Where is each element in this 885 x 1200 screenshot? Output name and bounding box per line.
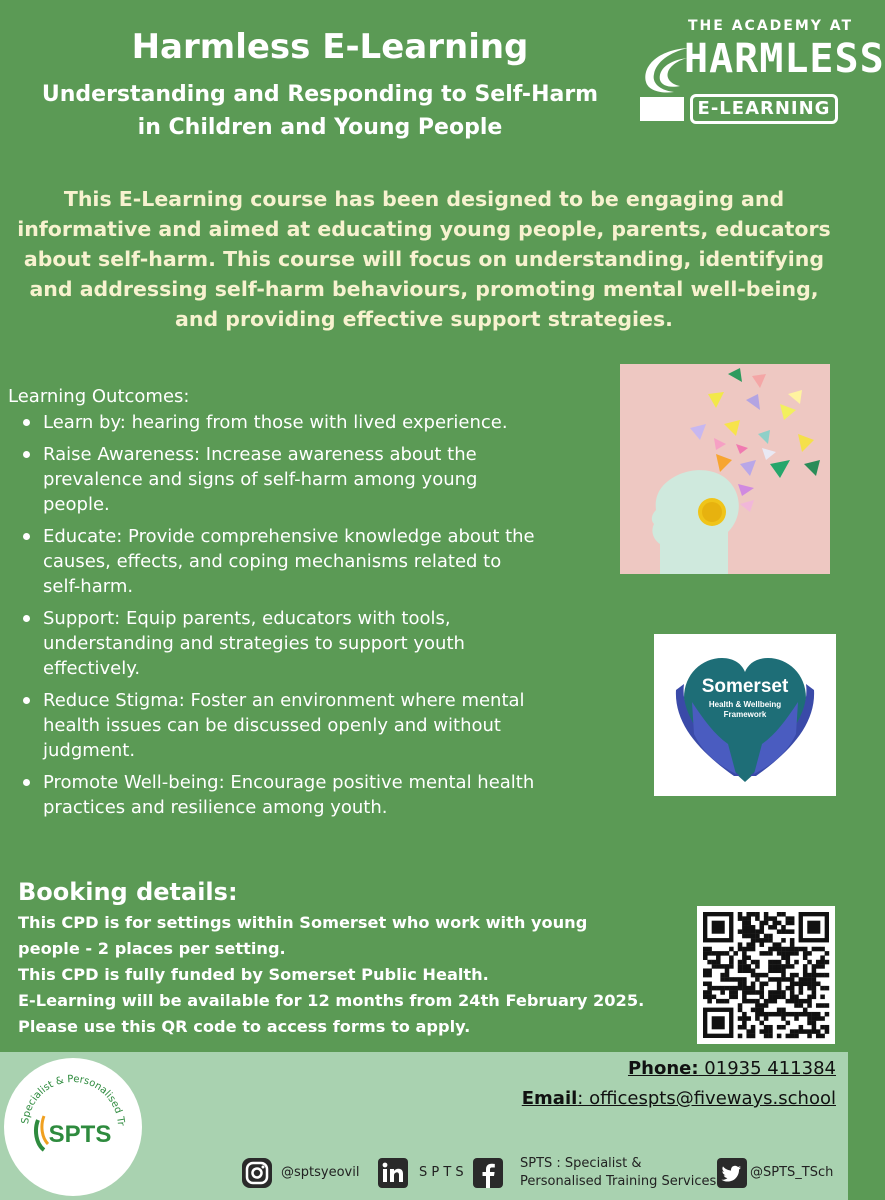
outcome-line: health issues can be discussed openly and without (43, 715, 501, 736)
phone-value[interactable]: 01935 411384 (698, 1058, 836, 1079)
spts-mark-text: SPTS (48, 1121, 112, 1148)
facebook-icon[interactable] (472, 1157, 504, 1189)
outcomes-list (20, 410, 610, 827)
intro-line: informative and aimed at educating young people, parents, educators (17, 217, 831, 241)
outcome-line: understanding and strategies to support youth (43, 633, 465, 654)
course-intro (0, 184, 848, 334)
subtitle-line-2: in Children and Young People (137, 115, 503, 140)
outcome-line: self-harm. (43, 576, 134, 597)
outcome-item (20, 606, 610, 681)
social-linkedin[interactable] (377, 1155, 477, 1191)
subtitle-line-1: Understanding and Responding to Self-Harm (41, 82, 599, 107)
page-title: Harmless E-Learning (131, 27, 529, 67)
spts-ring-text: Specialist & Personalised Tr (20, 1073, 127, 1127)
instagram-icon[interactable] (241, 1157, 273, 1189)
logo-academy-text: THE ACADEMY AT (688, 18, 854, 34)
outcome-line: Educate: Provide comprehensive knowledge about the (43, 526, 535, 547)
booking-line: Please use this QR code to access forms to apply. (18, 1017, 471, 1036)
outcome-line: causes, effects, and coping mechanisms related to (43, 551, 502, 572)
social-twitter[interactable] (716, 1155, 846, 1191)
somerset-line-1: Health & Wellbeing (708, 700, 782, 709)
twitter-icon[interactable] (716, 1157, 748, 1189)
facebook-line-1[interactable]: SPTS : Specialist & (520, 1156, 642, 1171)
outcome-line: practices and resilience among youth. (43, 797, 388, 818)
logo-brand-text: HARMLESS (684, 36, 885, 82)
somerset-name: Somerset (701, 676, 789, 697)
somerset-framework-logo (654, 634, 836, 796)
outcome-item (20, 688, 610, 763)
outcome-line: Support: Equip parents, educators with tools, (43, 608, 451, 629)
booking-line: This CPD is for settings within Somerset who work with young (18, 913, 588, 932)
social-facebook[interactable] (472, 1153, 717, 1193)
booking-heading: Booking details: (18, 878, 238, 906)
email-value[interactable]: : officespts@fiveways.school (577, 1088, 836, 1109)
social-instagram[interactable] (241, 1155, 381, 1191)
outcome-item (20, 410, 610, 435)
email-label: Email (521, 1088, 578, 1109)
outcome-line: people. (43, 494, 110, 515)
booking-details (18, 910, 698, 1040)
outcome-line: Reduce Stigma: Foster an environment where mental (43, 690, 525, 711)
head-illustration (620, 364, 830, 574)
phone-label: Phone: (627, 1058, 699, 1079)
outcome-line: Raise Awareness: Increase awareness about the (43, 444, 477, 465)
outcome-line: Learn by: hearing from those with lived experience. (43, 412, 508, 433)
somerset-heart-hands-icon (654, 634, 836, 796)
outcome-item (20, 770, 610, 820)
outcomes-heading: Learning Outcomes: (8, 386, 190, 407)
spts-logo (4, 1058, 142, 1196)
outcome-line: judgment. (43, 740, 136, 761)
qr-code[interactable] (697, 906, 835, 1044)
intro-line: and addressing self-harm behaviours, promoting mental well-being, (29, 277, 819, 301)
twitter-handle[interactable]: @SPTS_TSch (750, 1165, 834, 1180)
spts-logo-mark (4, 1058, 142, 1196)
intro-line: about self-harm. This course will focus on understanding, identifying (23, 247, 825, 271)
booking-line: This CPD is fully funded by Somerset Public Health. (18, 965, 489, 984)
logo-bar (640, 97, 684, 121)
page-subtitle (10, 78, 630, 144)
linkedin-handle[interactable]: S P T S (419, 1165, 464, 1180)
intro-line: This E-Learning course has been designed to be engaging and (63, 187, 785, 211)
booking-line: E-Learning will be available for 12 months from 24th February 2025. (18, 991, 645, 1010)
contact-email[interactable] (522, 1086, 836, 1112)
facebook-line-2[interactable]: Personalised Training Services (520, 1174, 717, 1189)
qr-code-icon[interactable] (697, 906, 835, 1044)
contact-phone[interactable] (628, 1056, 836, 1082)
somerset-line-2: Framework (723, 710, 767, 719)
intro-line: and providing effective support strategies. (175, 307, 673, 331)
outcome-line: effectively. (43, 658, 141, 679)
linkedin-icon[interactable] (377, 1157, 409, 1189)
outcome-item (20, 524, 610, 599)
harmless-academy-logo (640, 14, 885, 126)
outcome-line: prevalence and signs of self-harm among young (43, 469, 478, 490)
head-with-confetti-image (620, 364, 830, 574)
instagram-handle[interactable]: @sptsyeovil (281, 1165, 360, 1180)
logo-swoosh-icon (640, 42, 690, 98)
outcome-item (20, 442, 610, 517)
booking-line: people - 2 places per setting. (18, 939, 286, 958)
logo-product-text: E-LEARNING (690, 94, 838, 124)
outcome-line: Promote Well-being: Encourage positive mental health (43, 772, 535, 793)
